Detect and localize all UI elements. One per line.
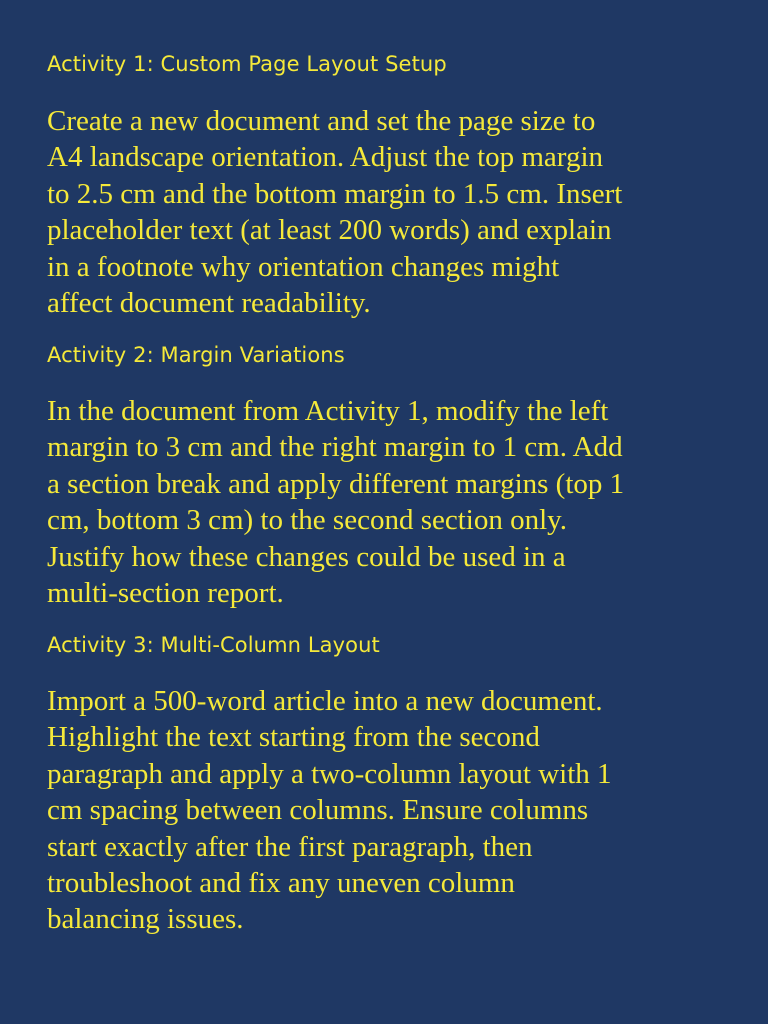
- activity-2-line: Justify how these changes could be used in a: [47, 540, 566, 573]
- activity-2-line: margin to 3 cm and the right margin to 1 cm. Add: [47, 431, 623, 464]
- activity-3-line: start exactly after the first paragraph, then: [47, 830, 533, 863]
- activity-2-line: In the document from Activity 1, modify the left: [47, 395, 609, 427]
- activity-2-heading: Activity 2: Margin Variations: [47, 343, 345, 367]
- activity-3-line: cm spacing between columns. Ensure columns: [47, 794, 589, 827]
- activity-2-description: [47, 393, 737, 611]
- activity-1-line: in a footnote why orientation changes might: [47, 250, 560, 283]
- activity-1-line: A4 landscape orientation. Adjust the top margin: [47, 141, 603, 174]
- activity-3-line: troubleshoot and fix any uneven column: [47, 867, 515, 900]
- activity-3-line: Highlight the text starting from the second: [47, 721, 540, 754]
- activity-2-line: multi-section report.: [47, 577, 284, 610]
- activity-3-description: [47, 683, 737, 938]
- activity-2-line: cm, bottom 3 cm) to the second section only.: [47, 504, 568, 537]
- activity-1-heading: Activity 1: Custom Page Layout Setup: [47, 52, 447, 76]
- activity-1-description: [47, 103, 737, 321]
- activity-3-line: Import a 500-word article into a new document.: [47, 685, 603, 717]
- activity-3-line: paragraph and apply a two-column layout with 1: [47, 757, 612, 790]
- activity-2-line: a section break and apply different margins (top 1: [47, 467, 625, 500]
- activity-1-line: to 2.5 cm and the bottom margin to 1.5 cm. Insert: [47, 177, 623, 210]
- activity-3-heading: Activity 3: Multi-Column Layout: [47, 633, 380, 657]
- activity-1-line: affect document readability.: [47, 287, 371, 320]
- activity-3-line: balancing issues.: [47, 903, 244, 936]
- activity-1-line: Create a new document and set the page size to: [47, 105, 596, 137]
- activity-1-line: placeholder text (at least 200 words) and explain: [47, 214, 612, 247]
